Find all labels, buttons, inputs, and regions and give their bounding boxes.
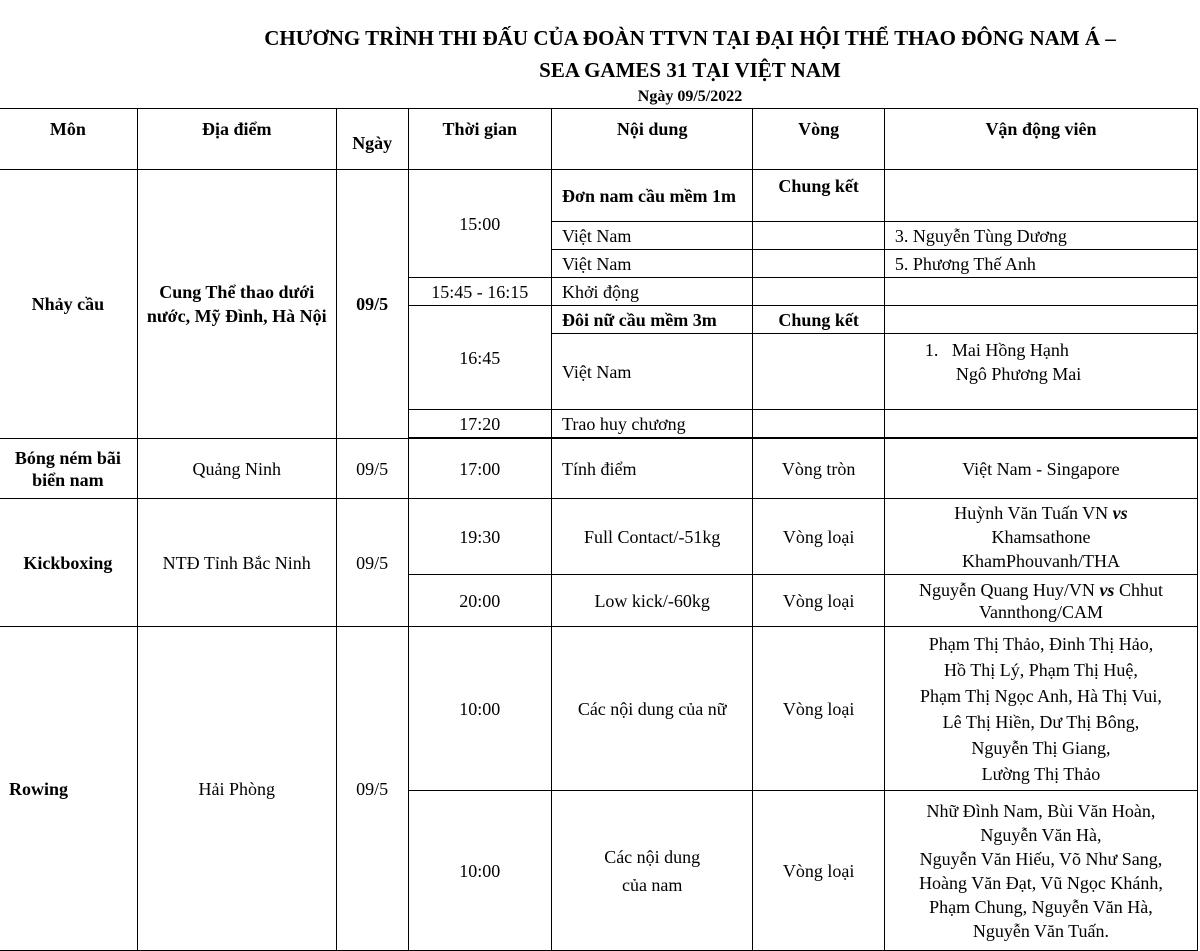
date-bong-nem: 09/5 — [336, 439, 408, 499]
round-rowing-2: Vòng loại — [753, 791, 885, 951]
vs-label: vs — [1099, 579, 1115, 600]
sport-rowing: Rowing — [0, 627, 137, 951]
event-rowing-2 — [551, 791, 752, 951]
date-nhay-cau: 09/5 — [336, 170, 408, 439]
date-kickboxing: 09/5 — [336, 499, 408, 627]
col-header-vong: Vòng — [753, 109, 885, 170]
athlete-cell-empty — [884, 306, 1197, 334]
date-rowing: 09/5 — [336, 627, 408, 951]
fighter-a: Nguyễn Quang Huy/VN — [918, 579, 1095, 600]
col-header-dia-diem: Địa điểm — [137, 109, 336, 170]
table-row — [0, 499, 1198, 575]
time-kickboxing-1: 19:30 — [408, 499, 551, 575]
athlete-line: Nhữ Đình Nam, Bùi Văn Hoàn, — [926, 800, 1156, 821]
round-cell-empty — [753, 250, 885, 278]
athlete-cell-empty — [884, 410, 1197, 438]
round-bong-nem: Vòng tròn — [753, 439, 885, 499]
athlete-name-a: Mai Hồng Hạnh — [951, 340, 1069, 360]
athlete-bong-nem: Việt Nam - Singapore — [884, 439, 1197, 499]
table-row — [0, 627, 1198, 791]
event-rowing-1: Các nội dung của nữ — [551, 627, 752, 791]
athlete-line: Phạm Chung, Nguyễn Văn Hà, — [929, 896, 1153, 917]
athlete-nhay-cau-3 — [884, 334, 1197, 410]
country-nhay-cau-1: Việt Nam — [551, 222, 752, 250]
venue-kickboxing: NTĐ Tỉnh Bắc Ninh — [137, 499, 336, 627]
athlete-num: 1. — [924, 340, 939, 360]
document-date: Ngày 09/5/2022 — [637, 88, 743, 105]
time-bong-nem: 17:00 — [408, 439, 551, 499]
round-nhay-cau-2: Chung kết — [753, 306, 885, 334]
fighter-b-line1: Chhut — [1118, 579, 1163, 600]
athlete-line: Nguyễn Văn Hà, — [980, 824, 1102, 845]
athlete-line: Phạm Thị Ngọc Anh, Hà Thị Vui, — [920, 685, 1162, 706]
athletes-rowing-men — [884, 791, 1197, 951]
vs-label: vs — [1112, 502, 1128, 523]
event-nhay-cau-2: Đôi nữ cầu mềm 3m — [551, 306, 752, 334]
athlete-kickboxing-1 — [884, 499, 1197, 575]
athlete-kickboxing-2 — [884, 575, 1197, 627]
athlete-line: Nguyễn Văn Tuấn. — [972, 920, 1110, 941]
athlete-line: Lê Thị Hiền, Dư Thị Bông, — [942, 711, 1140, 732]
venue-nhay-cau: Cung Thể thao dưới nước, Mỹ Đình, Hà Nội — [137, 170, 336, 439]
event-line-1: Các nội dung — [604, 846, 701, 867]
round-kickboxing-2: Vòng loại — [753, 575, 885, 627]
event-bong-nem: Tính điểm — [551, 439, 752, 499]
sport-kickboxing: Kickboxing — [0, 499, 137, 627]
round-nhay-cau-1: Chung kết — [753, 170, 885, 222]
document-title-line1: CHƯƠNG TRÌNH THI ĐẤU CỦA ĐOÀN TTVN TẠI ĐẠI HỘI THỂ THAO ĐÔNG NAM Á – — [264, 26, 1116, 50]
time-nhay-cau-1: 15:00 — [408, 170, 551, 278]
fighter-b-line2: Vannthong/CAM — [978, 601, 1103, 622]
table-header-row — [0, 109, 1198, 170]
athlete-line: Nguyễn Văn Hiếu, Võ Như Sang, — [919, 848, 1163, 869]
round-kickboxing-1: Vòng loại — [753, 499, 885, 575]
time-nhay-cau-3: 16:45 — [408, 306, 551, 410]
sport-nhay-cau: Nhảy cầu — [0, 170, 137, 439]
time-kickboxing-2: 20:00 — [408, 575, 551, 627]
fighter-b-line1: Khamsathone — [991, 526, 1091, 547]
round-rowing-1: Vòng loại — [753, 627, 885, 791]
event-kickboxing-2: Low kick/-60kg — [551, 575, 752, 627]
athlete-line: Hoàng Văn Đạt, Vũ Ngọc Khánh, — [919, 872, 1163, 893]
time-rowing-1: 10:00 — [408, 627, 551, 791]
athlete-nhay-cau-1: 3. Nguyễn Tùng Dương — [884, 222, 1197, 250]
col-header-ngay: Ngày — [336, 109, 408, 170]
medal-nhay-cau: Trao huy chương — [551, 410, 752, 438]
athlete-line: Hồ Thị Lý, Phạm Thị Huệ, — [944, 659, 1138, 680]
table-row — [0, 439, 1198, 499]
venue-bong-nem: Quảng Ninh — [137, 439, 336, 499]
table-row — [0, 170, 1198, 222]
col-header-thoi-gian: Thời gian — [408, 109, 551, 170]
event-nhay-cau-1: Đơn nam cầu mềm 1m — [551, 170, 752, 222]
athlete-cell-empty — [884, 170, 1197, 222]
col-header-vdv: Vận động viên — [884, 109, 1197, 170]
warmup-nhay-cau: Khởi động — [551, 278, 752, 306]
athletes-rowing-women — [884, 627, 1197, 791]
venue-rowing: Hải Phòng — [137, 627, 336, 951]
round-cell-empty — [753, 410, 885, 438]
round-cell-empty — [753, 334, 885, 410]
fighter-b-line2: KhamPhouvanh/THA — [961, 550, 1120, 571]
event-kickboxing-1: Full Contact/-51kg — [551, 499, 752, 575]
sport-bong-nem: Bóng ném bãi biển nam — [0, 439, 137, 499]
athlete-cell-empty — [884, 278, 1197, 306]
col-header-noi-dung: Nội dung — [551, 109, 752, 170]
event-line-2: của nam — [621, 874, 683, 895]
round-cell-empty — [753, 222, 885, 250]
time-nhay-cau-2: 15:45 - 16:15 — [408, 278, 551, 306]
country-nhay-cau-3: Việt Nam — [551, 334, 752, 410]
col-header-mon: Môn — [0, 109, 137, 170]
document-title-line2: SEA GAMES 31 TẠI VIỆT NAM — [539, 58, 841, 82]
round-cell-empty — [753, 278, 885, 306]
time-nhay-cau-4: 17:20 — [408, 410, 551, 438]
athlete-line: Lường Thị Thảo — [981, 763, 1101, 784]
fighter-a: Huỳnh Văn Tuấn VN — [954, 502, 1109, 523]
country-nhay-cau-2: Việt Nam — [551, 250, 752, 278]
time-rowing-2: 10:00 — [408, 791, 551, 951]
athlete-line: Phạm Thị Thảo, Đinh Thị Hảo, — [928, 633, 1154, 654]
athlete-line: Nguyễn Thị Giang, — [971, 737, 1111, 758]
athlete-nhay-cau-2: 5. Phương Thế Anh — [884, 250, 1197, 278]
schedule-table — [0, 108, 1198, 951]
athlete-name-b: Ngô Phương Mai — [955, 364, 1082, 384]
